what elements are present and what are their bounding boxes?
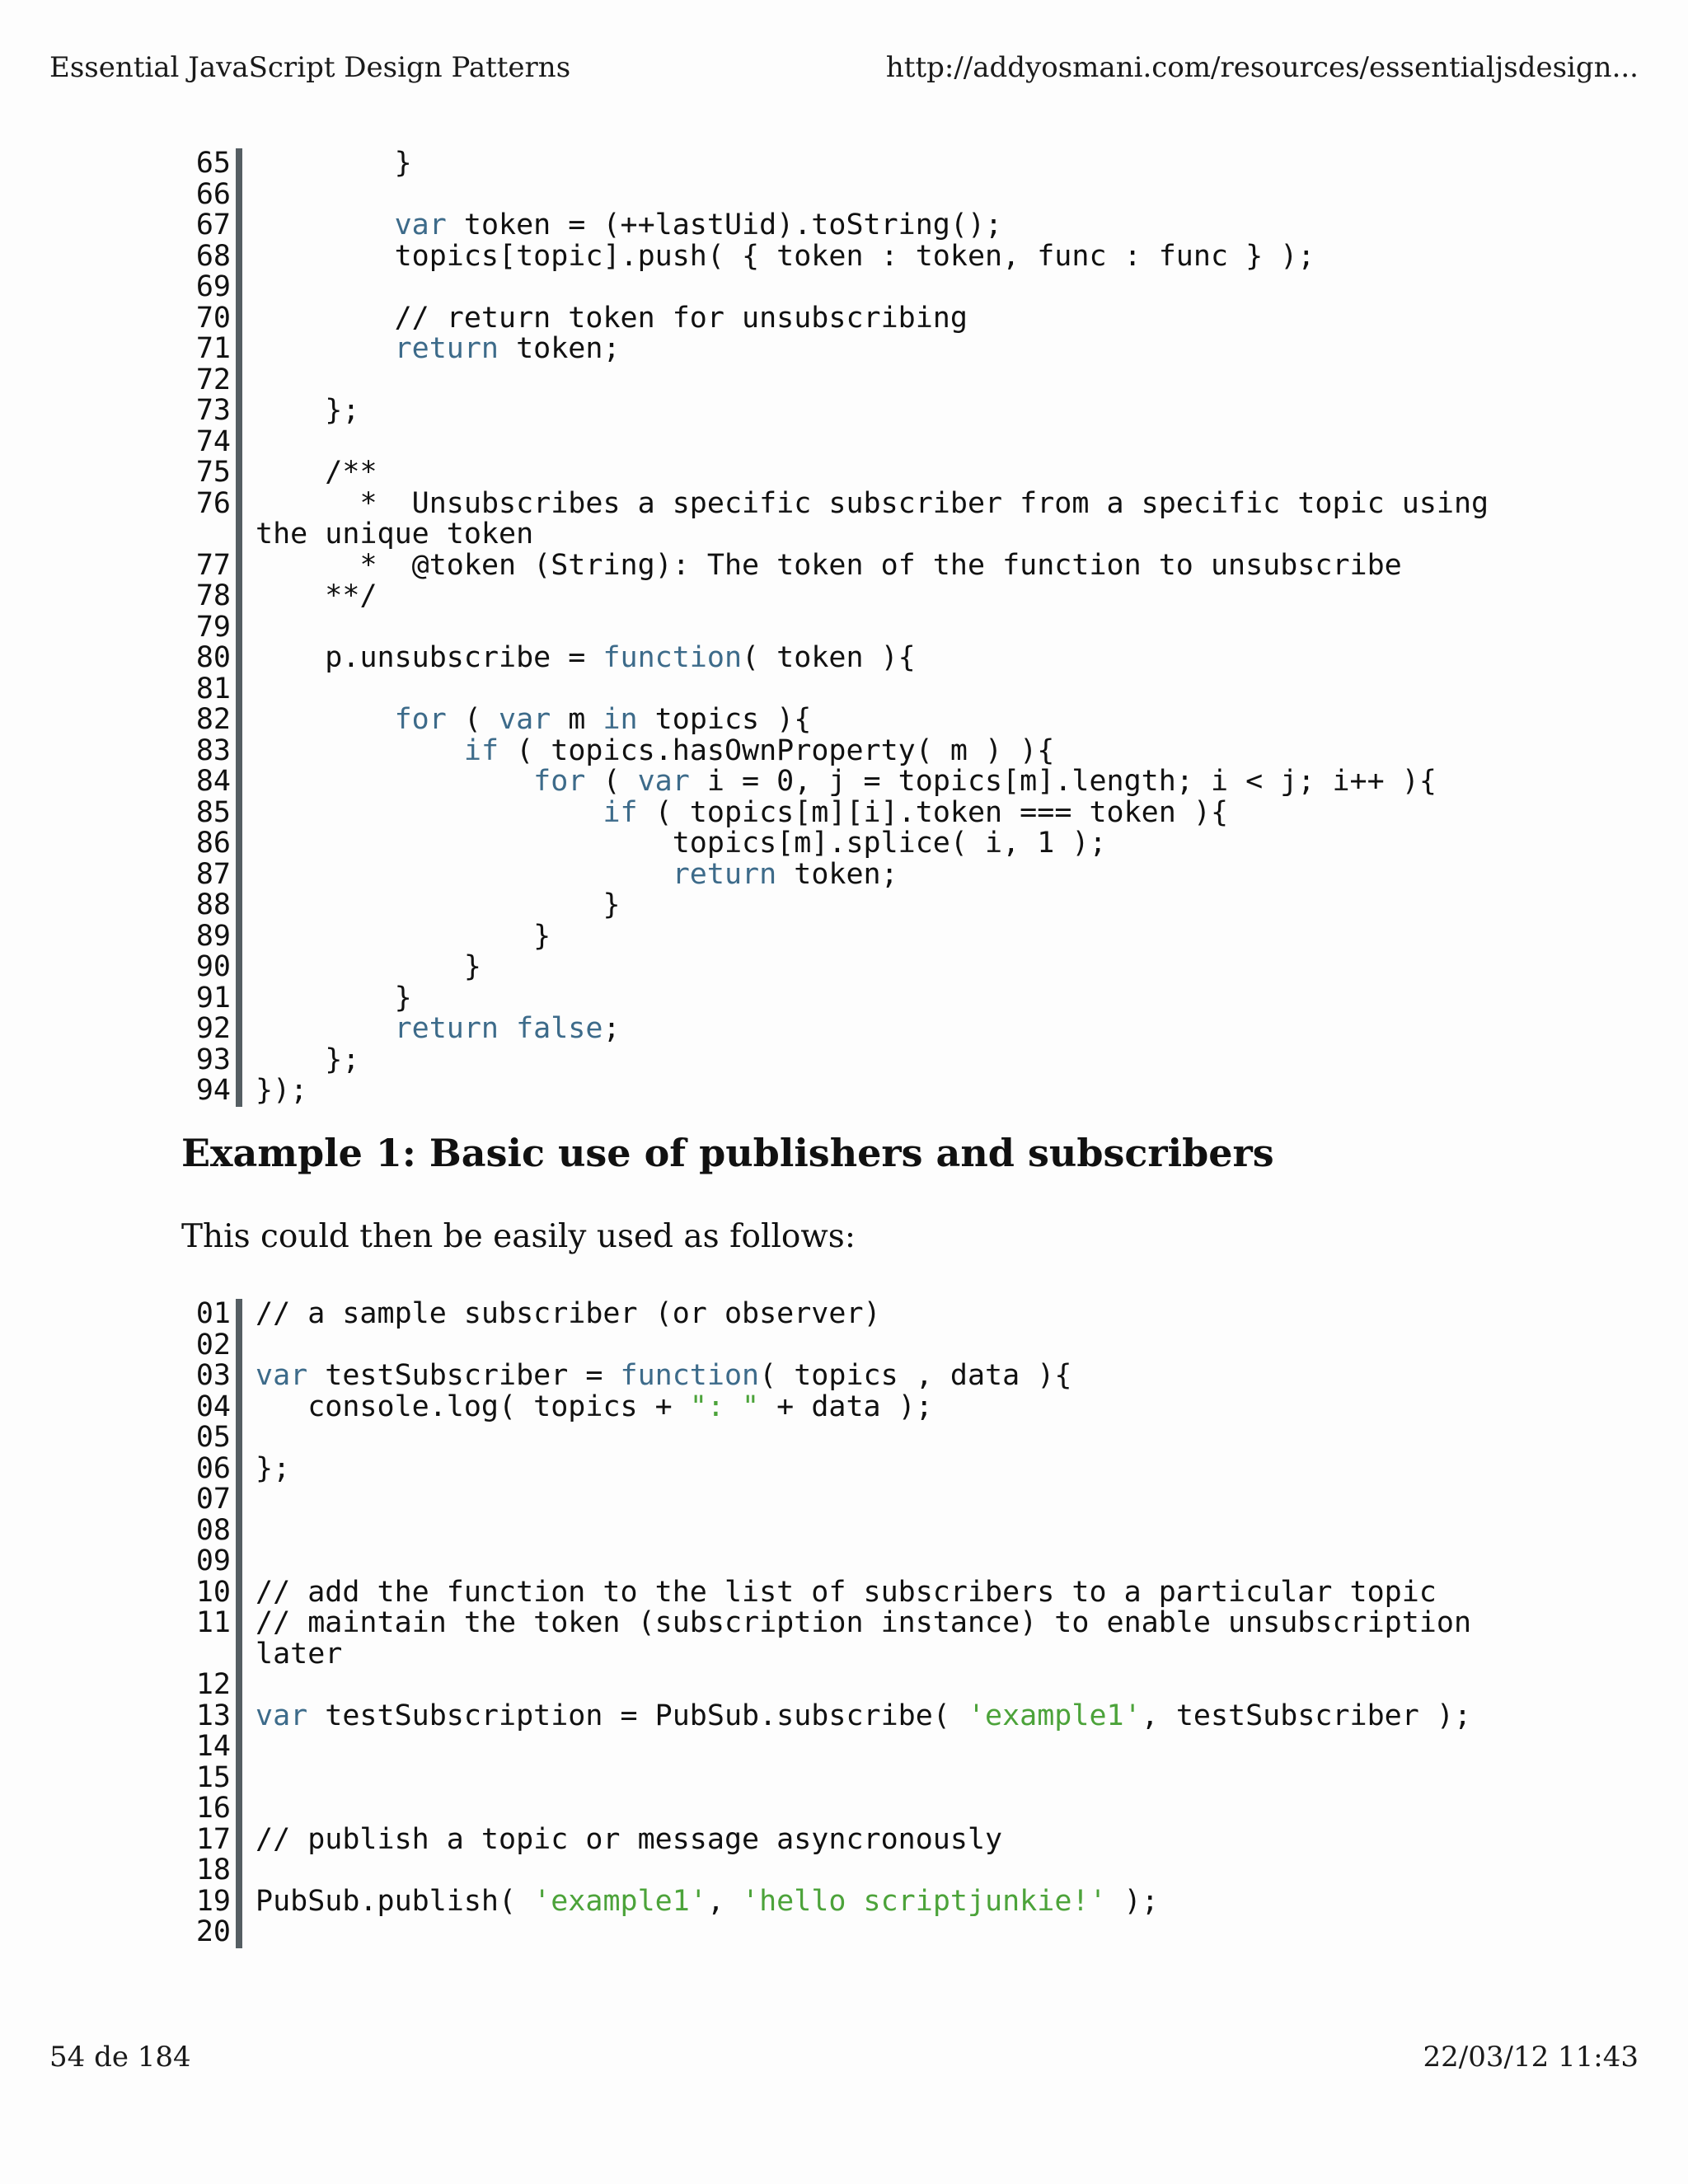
- code-text: [242, 210, 1518, 241]
- code-line: [183, 1546, 1518, 1577]
- code-text: [242, 1045, 1518, 1076]
- page-number: 54 de 184: [49, 2041, 191, 2074]
- code-token: });: [256, 1074, 308, 1107]
- code-text: [242, 1484, 1518, 1516]
- line-number: 86: [183, 828, 242, 860]
- code-line: [183, 303, 1518, 335]
- code-token: token = (++lastUid).toString();: [446, 209, 1003, 241]
- code-token: * Unsubscribes a specific subscriber from a specific topic using the unique token: [256, 486, 1507, 551]
- line-number: 92: [183, 1014, 242, 1045]
- code-string: ": ": [689, 1390, 760, 1423]
- code-line: [183, 396, 1518, 427]
- code-string: 'hello scriptjunkie!': [742, 1884, 1107, 1918]
- code-token: ,: [706, 1884, 743, 1918]
- code-text: [242, 1732, 1518, 1763]
- code-keyword: if: [463, 733, 499, 767]
- code-token: };: [256, 1043, 360, 1076]
- code-line: [183, 921, 1518, 953]
- line-number: 07: [183, 1484, 242, 1516]
- code-token: /**: [256, 456, 377, 489]
- code-token: // add the function to the list of subscribers to a particular topic: [256, 1575, 1437, 1609]
- code-token: [256, 858, 673, 891]
- code-text: [242, 612, 1518, 644]
- code-token: **/: [256, 579, 377, 612]
- code-token: [256, 796, 603, 829]
- line-number: 65: [183, 148, 242, 180]
- code-token: [256, 703, 395, 736]
- code-text: [242, 890, 1518, 921]
- code-text: [242, 705, 1518, 736]
- code-text: [242, 766, 1518, 798]
- code-token: (: [446, 703, 499, 736]
- code-text: [242, 148, 1518, 180]
- code-token: console.log( topics +: [256, 1390, 690, 1423]
- line-number: 06: [183, 1454, 242, 1485]
- line-number: 80: [183, 643, 242, 674]
- line-number: 11: [183, 1608, 242, 1670]
- code-line: [183, 795, 1518, 829]
- code-line: [183, 1330, 1518, 1361]
- code-line: [183, 272, 1518, 303]
- code-line: [183, 581, 1518, 612]
- code-line: [183, 1451, 1518, 1485]
- code-token: [256, 1012, 395, 1045]
- code-text: [242, 674, 1518, 705]
- code-token: // a sample subscriber (or observer): [256, 1297, 881, 1330]
- line-number: 84: [183, 766, 242, 798]
- print-datetime: 22/03/12 11:43: [1423, 2041, 1639, 2074]
- code-text: [242, 1014, 1518, 1045]
- code-token: token;: [776, 857, 898, 891]
- code-keyword: for: [533, 765, 586, 798]
- code-text: [242, 1451, 1518, 1485]
- code-text: [242, 1330, 1518, 1361]
- line-number: 68: [183, 241, 242, 273]
- line-number: 10: [183, 1577, 242, 1609]
- code-text: [242, 486, 1518, 551]
- code-line: [183, 1701, 1518, 1732]
- line-number: 88: [183, 890, 242, 921]
- line-number: 03: [183, 1361, 242, 1392]
- code-line: [183, 1513, 1518, 1547]
- code-line: [183, 983, 1518, 1015]
- code-token: [256, 765, 533, 798]
- code-line: [183, 1299, 1518, 1330]
- line-number: 85: [183, 798, 242, 829]
- code-line: [183, 1484, 1518, 1516]
- code-token: m: [551, 703, 603, 736]
- line-number: 79: [183, 612, 242, 644]
- line-number: 16: [183, 1793, 242, 1825]
- document-title: Essential JavaScript Design Patterns: [49, 51, 571, 84]
- code-keyword: var: [499, 703, 551, 736]
- code-token: };: [256, 1451, 291, 1485]
- code-text: [242, 1855, 1518, 1886]
- code-block-unsubscribe: [183, 148, 1518, 1107]
- line-number: 76: [183, 489, 242, 551]
- code-keyword: function: [603, 641, 743, 674]
- line-number: 12: [183, 1670, 242, 1701]
- line-number: 66: [183, 180, 242, 211]
- code-line: [183, 1793, 1518, 1825]
- code-keyword: function: [620, 1359, 760, 1392]
- code-line: [183, 424, 1518, 458]
- line-number: 17: [183, 1825, 242, 1856]
- code-line: [183, 1886, 1518, 1918]
- code-line: [183, 733, 1518, 767]
- code-text: [242, 1076, 1518, 1107]
- code-token: topics[topic].push( { token : token, func : func } );: [256, 239, 1315, 273]
- code-line: [183, 1361, 1518, 1392]
- line-number: 69: [183, 272, 242, 303]
- code-line: [183, 210, 1518, 241]
- code-keyword: if: [603, 795, 638, 829]
- line-number: 13: [183, 1701, 242, 1732]
- line-number: 02: [183, 1330, 242, 1361]
- code-line: [183, 548, 1518, 582]
- code-text: [242, 1886, 1518, 1918]
- code-keyword: false: [516, 1012, 603, 1045]
- code-keyword: var: [256, 1359, 308, 1392]
- code-text: [242, 857, 1518, 891]
- code-line: [183, 612, 1518, 644]
- line-number: 90: [183, 952, 242, 983]
- line-number: 74: [183, 427, 242, 458]
- code-token: };: [256, 394, 360, 427]
- code-text: [242, 365, 1518, 396]
- line-number: 04: [183, 1392, 242, 1423]
- code-line: [183, 365, 1518, 396]
- code-line: [183, 1917, 1518, 1948]
- code-line: [183, 952, 1518, 983]
- code-token: // publish a topic or message asyncronously: [256, 1822, 1003, 1856]
- code-text: [242, 1516, 1518, 1547]
- code-keyword: return: [672, 857, 777, 891]
- code-token: testSubscriber =: [307, 1359, 621, 1392]
- code-token: (: [585, 765, 638, 798]
- code-text: [242, 427, 1518, 458]
- code-text: [242, 334, 1518, 365]
- code-token: ( topics , data ){: [759, 1359, 1072, 1392]
- code-token: topics ){: [637, 703, 812, 736]
- code-text: [242, 1701, 1518, 1732]
- line-number: 78: [183, 581, 242, 612]
- code-token: // return token for unsubscribing: [256, 301, 968, 335]
- code-text: [242, 643, 1518, 674]
- code-line: [183, 177, 1518, 211]
- line-number: 19: [183, 1886, 242, 1918]
- line-number: 89: [183, 921, 242, 953]
- line-number: 83: [183, 736, 242, 767]
- code-text: [242, 733, 1518, 767]
- code-line: [183, 148, 1518, 180]
- code-text: [242, 303, 1518, 335]
- code-line: [183, 486, 1518, 551]
- code-text: [242, 952, 1518, 983]
- code-text: [242, 921, 1518, 953]
- code-line: [183, 1045, 1518, 1076]
- line-number: 75: [183, 457, 242, 489]
- line-number: 91: [183, 983, 242, 1015]
- line-number: 87: [183, 860, 242, 891]
- page-footer: [49, 2041, 1639, 2074]
- code-text: [242, 1361, 1518, 1392]
- line-number: 81: [183, 674, 242, 705]
- code-line: [183, 1014, 1518, 1045]
- line-number: 14: [183, 1732, 242, 1763]
- code-line: [183, 643, 1518, 674]
- code-token: [256, 332, 395, 365]
- code-line: [183, 890, 1518, 921]
- line-number: 94: [183, 1076, 242, 1107]
- code-token: ;: [603, 1012, 621, 1045]
- intro-paragraph: This could then be easily used as follows:: [181, 1218, 856, 1255]
- code-text: [242, 1577, 1518, 1609]
- code-line: [183, 1608, 1518, 1670]
- code-token: }: [256, 919, 551, 953]
- code-string: 'example1': [967, 1699, 1142, 1732]
- line-number: 93: [183, 1045, 242, 1076]
- code-keyword: var: [394, 209, 447, 241]
- code-line: [183, 828, 1518, 860]
- code-keyword: var: [256, 1699, 308, 1732]
- code-text: [242, 1392, 1518, 1423]
- code-text: [242, 983, 1518, 1015]
- code-token: }: [256, 147, 412, 180]
- line-number: 73: [183, 396, 242, 427]
- code-line: [183, 705, 1518, 736]
- code-text: [242, 1670, 1518, 1701]
- code-keyword: var: [637, 765, 690, 798]
- code-line: [183, 1076, 1518, 1107]
- line-number: 20: [183, 1917, 242, 1948]
- code-text: [242, 1299, 1518, 1330]
- code-line: [183, 766, 1518, 798]
- code-line: [183, 1855, 1518, 1886]
- line-number: 72: [183, 365, 242, 396]
- line-number: 08: [183, 1516, 242, 1547]
- line-number: 05: [183, 1422, 242, 1454]
- code-line: [183, 1732, 1518, 1763]
- code-line: [183, 1577, 1518, 1609]
- code-token: ( topics.hasOwnProperty( m ) ){: [499, 733, 1055, 767]
- code-token: * @token (String): The token of the function to unsubscribe: [256, 548, 1402, 582]
- code-text: [242, 272, 1518, 303]
- code-text: [242, 396, 1518, 427]
- page-header: [49, 51, 1639, 84]
- line-number: 67: [183, 210, 242, 241]
- code-text: [242, 1546, 1518, 1577]
- code-line: [183, 1670, 1518, 1701]
- line-number: 77: [183, 551, 242, 582]
- code-text: [242, 457, 1518, 489]
- code-text: [242, 581, 1518, 612]
- code-token: token;: [499, 332, 621, 365]
- code-line: [183, 241, 1518, 273]
- line-number: 18: [183, 1855, 242, 1886]
- code-token: p.unsubscribe =: [256, 641, 603, 674]
- code-text: [242, 1822, 1518, 1856]
- code-token: }: [256, 950, 481, 983]
- code-token: ( token ){: [742, 641, 916, 674]
- code-block-example1: [183, 1299, 1518, 1948]
- line-number: 09: [183, 1546, 242, 1577]
- code-token: [499, 1012, 516, 1045]
- code-token: ( topics[m][i].token === token ){: [637, 795, 1229, 829]
- code-token: topics[m].splice( i, 1 );: [256, 827, 1107, 860]
- line-number: 71: [183, 334, 242, 365]
- code-line: [183, 1822, 1518, 1856]
- code-text: [242, 795, 1518, 829]
- code-string: 'example1': [533, 1884, 707, 1918]
- code-keyword: in: [603, 703, 638, 736]
- code-text: [242, 1763, 1518, 1794]
- section-heading: Example 1: Basic use of publishers and subscribers: [181, 1131, 1274, 1175]
- code-text: [242, 1793, 1518, 1825]
- code-keyword: for: [394, 703, 447, 736]
- line-number: 01: [183, 1299, 242, 1330]
- code-keyword: return: [394, 1012, 499, 1045]
- code-token: [256, 209, 395, 241]
- code-line: [183, 857, 1518, 891]
- code-token: );: [1106, 1884, 1159, 1918]
- line-number: 15: [183, 1763, 242, 1794]
- code-text: [242, 1608, 1518, 1670]
- code-text: [242, 548, 1518, 582]
- code-text: [242, 1917, 1518, 1948]
- page-url: http://addyosmani.com/resources/essentialjsdesign...: [885, 51, 1639, 84]
- code-text: [242, 1422, 1518, 1454]
- code-token: testSubscription = PubSub.subscribe(: [307, 1699, 968, 1732]
- code-token: }: [256, 888, 621, 921]
- code-keyword: return: [394, 332, 499, 365]
- code-token: PubSub.publish(: [256, 1884, 534, 1918]
- code-text: [242, 180, 1518, 211]
- line-number: 70: [183, 303, 242, 335]
- code-token: }: [256, 981, 412, 1015]
- code-token: + data );: [759, 1390, 933, 1423]
- code-token: , testSubscriber );: [1141, 1699, 1472, 1732]
- code-token: [256, 734, 464, 767]
- code-text: [242, 828, 1518, 860]
- code-line: [183, 1760, 1518, 1794]
- code-line: [183, 1392, 1518, 1423]
- code-text: [242, 241, 1518, 273]
- code-line: [183, 1422, 1518, 1454]
- code-line: [183, 334, 1518, 365]
- code-line: [183, 457, 1518, 489]
- code-token: i = 0, j = topics[m].length; i < j; i++ ){: [689, 765, 1437, 798]
- line-number: 82: [183, 705, 242, 736]
- code-line: [183, 674, 1518, 705]
- code-token: // maintain the token (subscription instance) to enable unsubscription later: [256, 1606, 1489, 1671]
